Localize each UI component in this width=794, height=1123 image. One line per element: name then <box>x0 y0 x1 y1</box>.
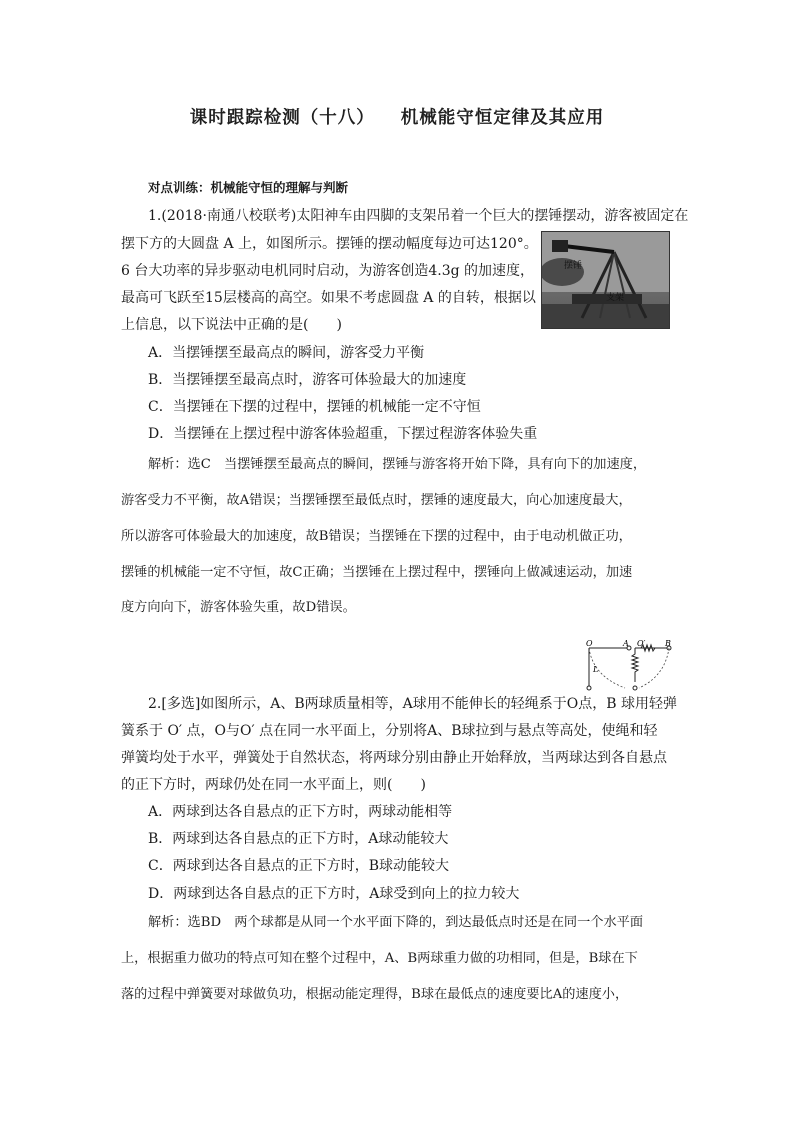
title-right: 机械能守恒定律及其应用 <box>400 108 605 128</box>
title-left: 课时跟踪检测（十八） <box>189 108 375 128</box>
q1-analysis-line-2: 游客受力不平衡，故A错误；当摆锤摆至最低点时，摆锤的速度最大，向心加速度最大， <box>121 493 632 508</box>
q2-line-2: 簧系于 O′ 点，O与O′ 点在同一水平面上，分别将A、B球拉到与悬点等高处，使绳和轻 <box>121 723 658 739</box>
q1-analysis-line-3: 所以游客可体验最大的加速度，故B错误；当摆锤在下摆的过程中，由于电动机做正功， <box>121 529 632 544</box>
q1-line-2: 摆下方的大圆盘 A 上，如图所示。摆锤的摆动幅度每边可达120°。 <box>121 236 538 252</box>
diagram-label-a: A <box>623 640 629 648</box>
q1-option-a: A．当摆锤摆至最高点的瞬间，游客受力平衡 <box>148 345 425 361</box>
diagram-label-b: B <box>665 640 671 648</box>
photo-label-pendulum: 摆锤 <box>564 261 583 271</box>
q2-line-4: 的正下方时，两球仍处在同一水平面上，则( ) <box>121 777 426 793</box>
diagram-label-o: O <box>586 640 593 648</box>
q2-option-b: B．两球到达各自悬点的正下方时，A球动能较大 <box>148 831 449 847</box>
q1-analysis-line-1: 解析：选C 当摆锤摆至最高点的瞬间，摆锤与游客将开始下降，具有向下的加速度， <box>148 457 647 472</box>
q2-option-c: C．两球到达各自悬点的正下方时，B球动能较大 <box>148 858 449 874</box>
pendulum-ride-photo <box>541 231 670 329</box>
q2-option-a: A．两球到达各自悬点的正下方时，两球动能相等 <box>148 804 453 820</box>
q2-option-d: D．两球到达各自悬点的正下方时，A球受到向上的拉力较大 <box>148 886 520 902</box>
q2-analysis-line-2: 上，根据重力做功的特点可知在整个过程中，A、B两球重力做的功相同，但是，B球在下 <box>121 951 638 966</box>
q1-option-d: D．当摆锤在上摆过程中游客体验超重，下摆过程游客体验失重 <box>148 426 538 442</box>
q2-line-3: 弹簧均处于水平，弹簧处于自然状态，将两球分别由静止开始释放，当两球达到各自悬点 <box>121 750 667 766</box>
q2-analysis-line-3: 落的过程中弹簧要对球做负功，根据动能定理得，B球在最低点的速度要比A的速度小， <box>121 987 629 1002</box>
page-title <box>0 104 794 129</box>
q1-option-b: B．当摆锤摆至最高点时，游客可体验最大的加速度 <box>148 372 467 388</box>
section-heading: 对点训练：机械能守恒的理解与判断 <box>148 180 349 195</box>
q1-line-4: 最高可飞跃至15层楼高的高空。如果不考虑圆盘 A 的自转，根据以 <box>121 290 536 306</box>
q1-option-c: C．当摆锤在下摆的过程中，摆锤的机械能一定不守恒 <box>148 399 481 415</box>
pendulum-spring-diagram <box>585 640 675 694</box>
q1-analysis-line-5: 度方向向下，游客体验失重，故D错误。 <box>121 600 356 615</box>
diagram-label-l: L <box>593 665 599 674</box>
q1-analysis-line-4: 摆锤的机械能一定不守恒，故C正确；当摆锤在上摆过程中，摆锤向上做减速运动，加速 <box>121 565 633 580</box>
pendulum-ride-illustration <box>542 232 669 328</box>
q2-analysis-line-1: 解析：选BD 两个球都是从同一个水平面下降的，到达最低点时还是在同一个水平面 <box>148 915 644 930</box>
q1-line-1: 1.(2018·南通八校联考)太阳神车由四脚的支架吊着一个巨大的摆锤摆动，游客被固定在 <box>148 208 689 224</box>
q2-line-1: 2.[多选]如图所示，A、B两球质量相等，A球用不能伸长的轻绳系于O点，B 球用轻弹 <box>148 696 678 712</box>
q1-line-5: 上信息，以下说法中正确的是( ) <box>121 317 342 333</box>
diagram-label-o-prime: O′ <box>637 640 646 648</box>
q1-line-3: 6 台大功率的异步驱动电机同时启动，为游客创造4.3g 的加速度， <box>121 263 535 279</box>
photo-label-frame: 支架 <box>606 293 625 303</box>
